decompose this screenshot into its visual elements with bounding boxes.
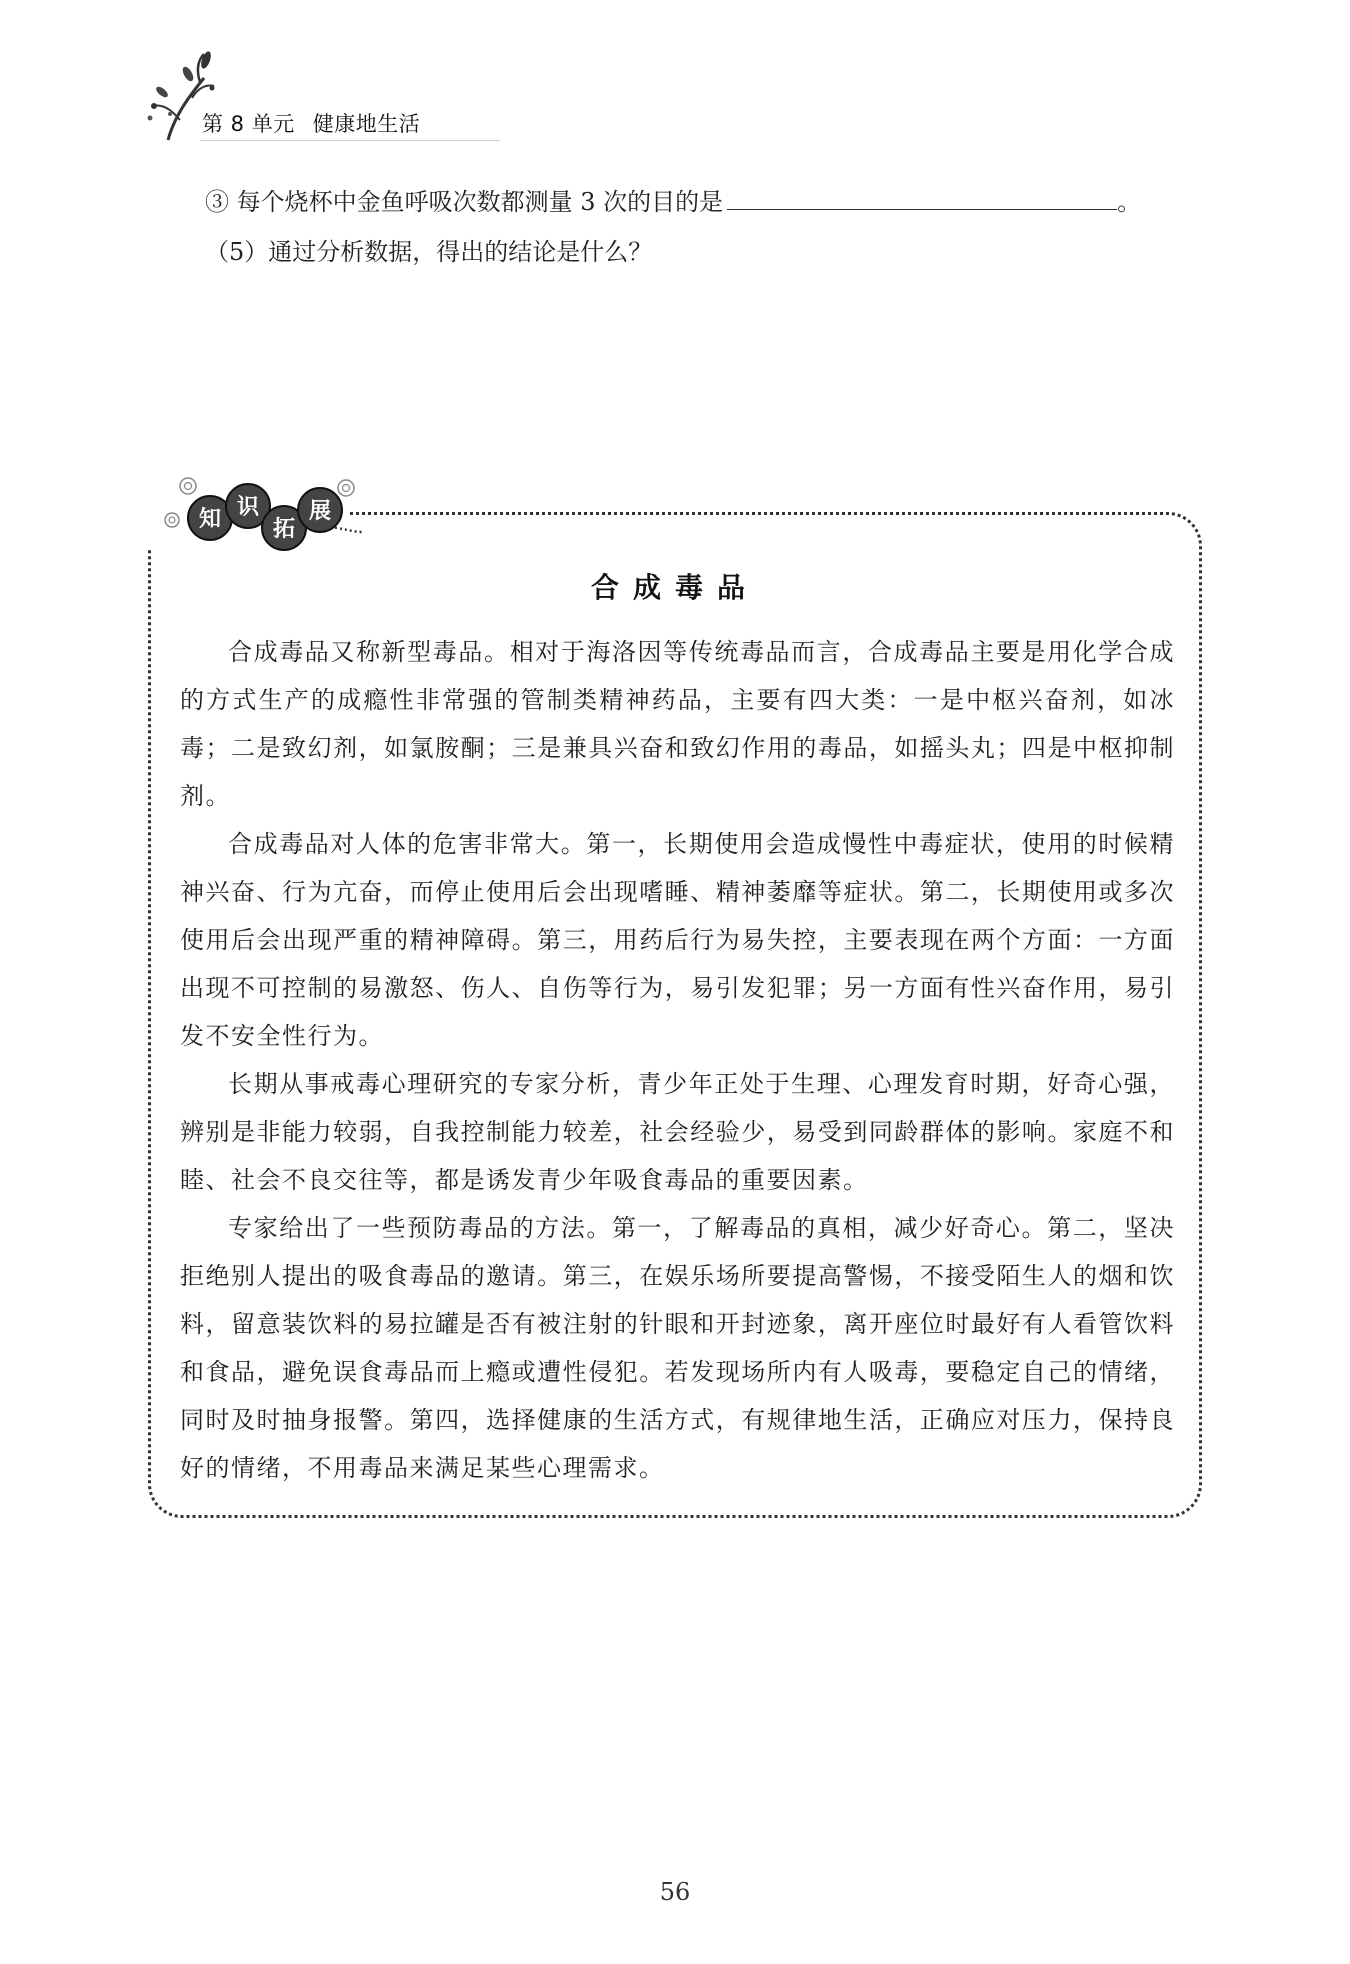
badge-char-3: 拓 xyxy=(272,517,296,542)
article-title: 合成毒品 xyxy=(590,571,759,604)
answer-blank[interactable] xyxy=(727,187,1117,210)
question-3-end: 。 xyxy=(1117,188,1142,216)
article-body xyxy=(180,628,1175,1492)
header-divider xyxy=(200,140,500,141)
knowledge-extension-badge xyxy=(150,470,370,560)
badge-char-1: 知 xyxy=(198,507,222,532)
article-paragraph: 专家给出了一些预防毒品的方法。第一，了解毒品的真相，减少好奇心。第二，坚决拒绝别人提出的吸食毒品的邀请。第三，在娱乐场所要提高警惕，不接受陌生人的烟和饮料，留意装饮料的易拉罐是否有被注射的针眼和开封迹象，离开座位时最好有人看管饮料和食品，避免误食毒品而上瘾或遭性侵犯。若发现场所内有人吸毒，要稳定自己的情绪，同时及时抽身报警。第四，选择健康的生活方式，有规律地生活，正确应对压力，保持良好的情绪，不用毒品来满足某些心理需求。 xyxy=(180,1214,1175,1482)
question-3 xyxy=(205,182,1141,217)
article-paragraph: 合成毒品对人体的危害非常大。第一，长期使用会造成慢性中毒症状，使用的时候精神兴奋、行为亢奋，而停止使用后会出现嗜睡、精神萎靡等症状。第二，长期使用或多次使用后会出现严重的精神障碍。第三，用药后行为易失控，主要表现在两个方面：一方面出现不可控制的易激怒、伤人、自伤等行为，易引发犯罪；另一方面有性兴奋作用，易引发不安全性行为。 xyxy=(180,830,1175,1050)
page-header xyxy=(140,48,560,148)
question-3-text: 每个烧杯中金鱼呼吸次数都测量 3 次的目的是 xyxy=(236,188,724,216)
question-5 xyxy=(205,232,652,267)
question-3-marker: ③ xyxy=(205,188,229,216)
badge-char-4: 展 xyxy=(308,499,332,524)
unit-name: 健康地生活 xyxy=(312,112,421,136)
unit-number: 第 8 单元 xyxy=(202,112,295,136)
unit-title xyxy=(202,108,420,138)
badge-char-2: 识 xyxy=(236,495,260,520)
article-paragraph: 合成毒品又称新型毒品。相对于海洛因等传统毒品而言，合成毒品主要是用化学合成的方式生产的成瘾性非常强的管制类精神药品，主要有四大类：一是中枢兴奋剂，如冰毒；二是致幻剂，如氯胺酮；三是兼具兴奋和致幻作用的毒品，如摇头丸；四是中枢抑制剂。 xyxy=(180,638,1175,810)
page-number: 56 xyxy=(659,1878,691,1906)
question-5-text: （5）通过分析数据，得出的结论是什么？ xyxy=(205,238,653,266)
article-paragraph: 长期从事戒毒心理研究的专家分析，青少年正处于生理、心理发育时期，好奇心强，辨别是非能力较弱，自我控制能力较差，社会经验少，易受到同龄群体的影响。家庭不和睦、社会不良交往等，都是诱发青少年吸食毒品的重要因素。 xyxy=(180,1070,1175,1194)
